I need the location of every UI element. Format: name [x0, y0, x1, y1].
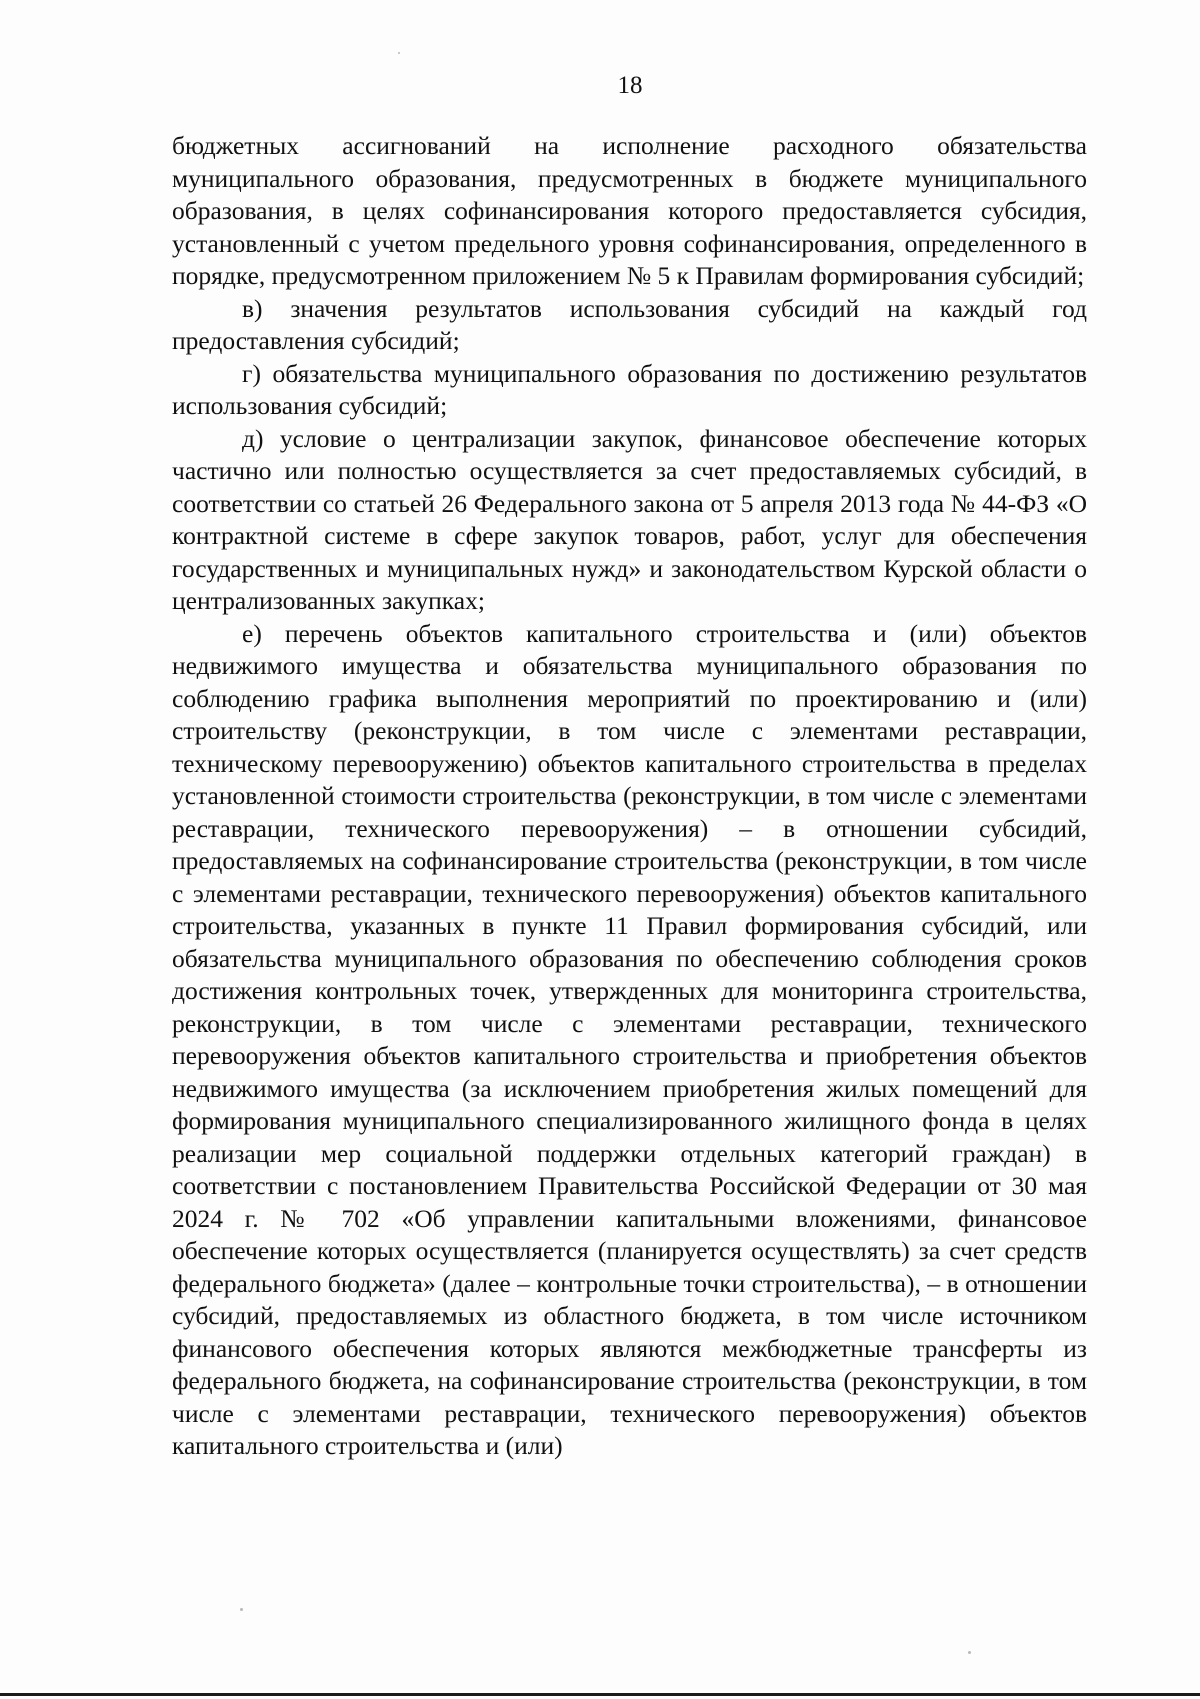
- scan-speck: [398, 52, 400, 54]
- page-number: 18: [617, 72, 643, 99]
- scan-speck: [240, 1608, 243, 1611]
- paragraph-item-e: е) перечень объектов капитального строительства и (или) объектов недвижимого имущества и обязательства муниципального образования по соблюдению графика выполнения мероприятий по проектированию и (или) строительству (реконструкции, в том числе с элементами реставрации, техническому перевооружению) объектов капитального строительства в пределах установленной стоимости строительства (реконструкции, в том числе с элементами реставрации, технического перевооружения) – в отношении субсидий, предоставляемых на софинансирование строительства (реконструкции, в том числе с элементами реставрации, технического перевооружения) объектов капитального строительства, указанных в пункте 11 Правил формирования субсидий, или обязательства муниципального образования по обеспечению соблюдения сроков достижения контрольных точек, утвержденных для мониторинга строительства, реконструкции, в том числе с элементами реставрации, технического перевооружения объектов капитального строительства и приобретения объектов недвижимого имущества (за исключением приобретения жилых помещений для формирования муниципального специализированного жилищного фонда в целях реализации мер социальной поддержки отдельных категорий граждан) в соответствии с постановлением Правительства Российской Федерации от 30 мая 2024 г. № 702 «Об управлении капитальными вложениями, финансовое обеспечение которых осуществляется (планируется осуществлять) за счет средств федерального бюджета» (далее – контрольные точки строительства), – в отношении субсидий, предоставляемых из областного бюджета, в том числе источником финансового обеспечения которых являются межбюджетные трансферты из федерального бюджета, на софинансирование строительства (реконструкции, в том числе с элементами реставрации, технического перевооружения) объектов капитального строительства и (или): [172, 618, 1087, 1460]
- scan-bottom-edge: [0, 1693, 1200, 1696]
- paragraph-item-v: в) значения результатов использования субсидий на каждый год предоставления субсидий;: [172, 293, 1087, 355]
- body-text: [172, 130, 1087, 1463]
- paragraph-item-g: г) обязательства муниципального образования по достижению результатов использования субсидий;: [172, 358, 1087, 420]
- scan-speck: [968, 1651, 971, 1654]
- paragraph-item-d: д) условие о централизации закупок, финансовое обеспечение которых частично или полностью осуществляется за счет предоставляемых субсидий, в соответствии со статьей 26 Федерального закона от 5 апреля 2013 года № 44-ФЗ «О контрактной системе в сфере закупок товаров, работ, услуг для обеспечения государственных и муниципальных нужд» и законодательством Курской области о централизованных закупках;: [172, 423, 1087, 615]
- paragraph-continuation: бюджетных ассигнований на исполнение расходного обязательства муниципального образования, предусмотренных в бюджете муниципального образования, в целях софинансирования которого предоставляется субсидия, установленный с учетом предельного уровня софинансирования, определенного в порядке, предусмотренном приложением № 5 к Правилам формирования субсидий;: [172, 131, 1087, 290]
